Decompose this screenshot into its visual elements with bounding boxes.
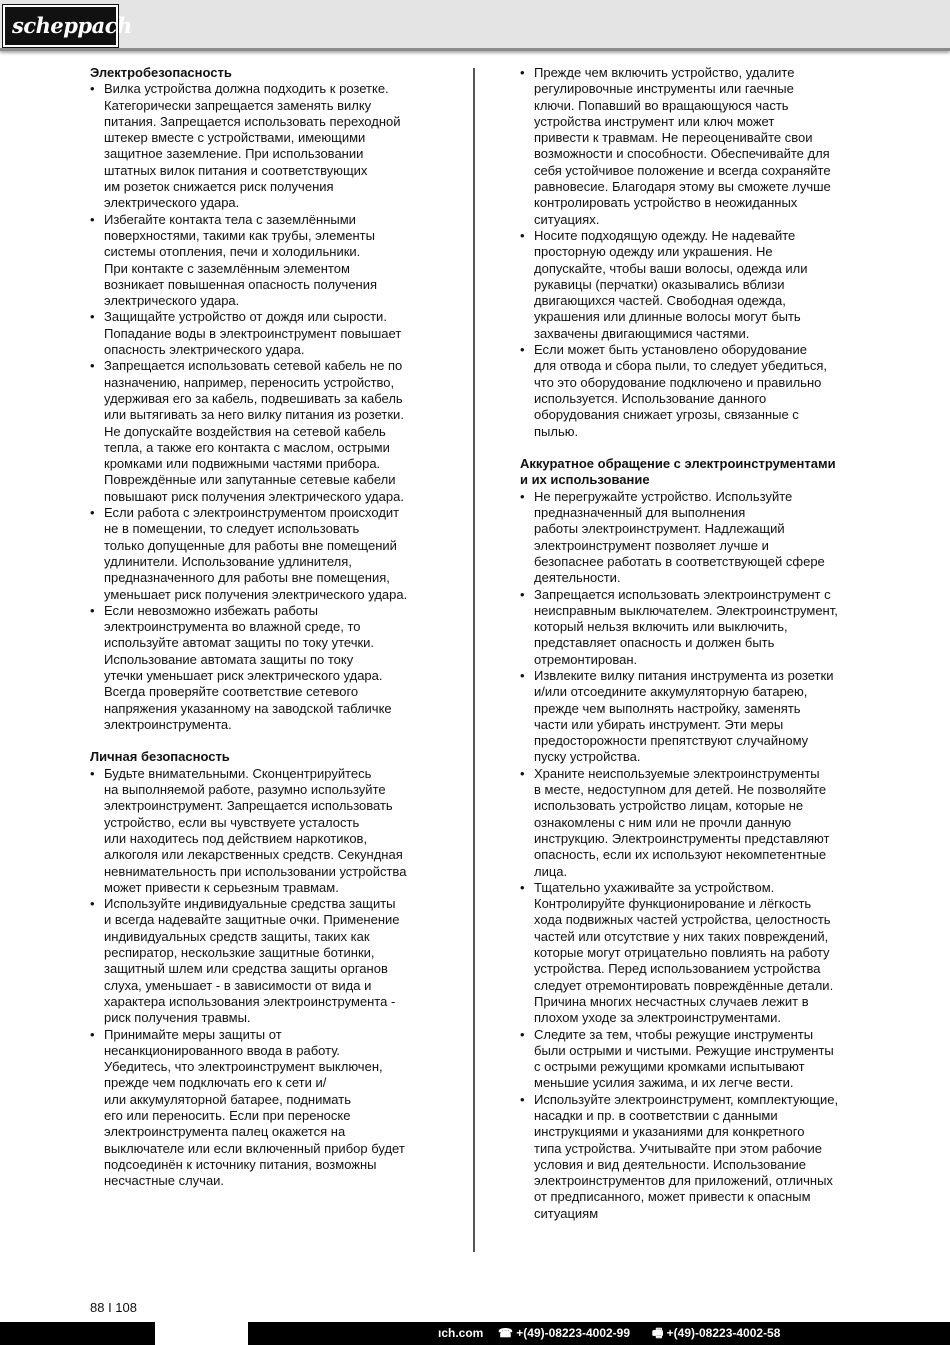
footer-phone: ☎ +(49)-08223-4002-99 xyxy=(498,1326,631,1340)
personal-safety-list xyxy=(90,766,435,1190)
page-header xyxy=(0,0,950,51)
list-item: • Защищайте устройство от дождя или сырости. Попадание воды в электроинструмент повышает опасность электрического удара. xyxy=(90,309,435,358)
brand-logo-text: scheppach xyxy=(12,13,132,38)
list-item: • Следите за тем, чтобы режущие инструменты были острыми и чистыми. Режущие инструменты с острыми режущими кромками испытывают меньшие усилия зажима, и их легче вести. xyxy=(520,1027,865,1092)
list-item: • Если работа с электроинструментом происходит не в помещении, то следует использовать только допущенные для работы вне помещений удлинители. Использование удлинителя, предназначенного для работы вне помещения, уменьшает риск получения электрического удара. xyxy=(90,505,435,603)
left-column xyxy=(90,65,435,1189)
list-item: • Тщательно ухаживайте за устройством. Контролируйте функционирование и лёгкость хода подвижных частей устройства, целостность частей или отсутствие у них таких повреждений, которые могут отрицательно повлиять на работу устройства. Перед использованием устройства следует отремонтировать повреждённые детали. Причина многих несчастных случаев лежит в плохом уходе за электроинструментами. xyxy=(520,880,865,1027)
footer-black-block xyxy=(0,1322,155,1345)
list-item: • Запрещается использовать сетевой кабель не по назначению, например, переносить устройство, удерживая его за кабель, подвешивать за кабель или вытягивать за него вилку питания из розетки. Не допускайте воздействия на сетевой кабель тепла, а также его контакта с маслом, острыми кромками или подвижными частями прибора. Повреждённые или запутанные сетевые кабели повышают риск получения электрического удара. xyxy=(90,358,435,505)
list-item: • Не перегружайте устройство. Используйте предназначенный для выполнения работы электроинструмент. Надлежащий электроинструмент позволяет лучше и безопаснее работать в соответствующей сфере деятельности. xyxy=(520,489,865,587)
tool-handling-list xyxy=(520,489,865,1222)
electrical-safety-list xyxy=(90,81,435,733)
personal-safety-title: Личная безопасность xyxy=(90,749,230,765)
list-item: • Используйте электроинструмент, комплектующие, насадки и пр. в соответствии с данными инструкциями и указаниями для конкретного типа устройства. Учитывайте при этом рабочие условия и вид деятельности. Использование электроинструментов для приложений, отличных от предписанного, может привести к опасным ситуациям xyxy=(520,1092,865,1222)
list-item: • Храните неиспользуемые электроинструменты в месте, недоступном для детей. Не позволяйте использовать устройство лицам, которые не ознакомлены с ним или не прочли данную инструкцию. Электроинструменты представляют опасность, если их используют некомпетентные лица. xyxy=(520,766,865,880)
brand-logo xyxy=(3,5,132,47)
page-footer xyxy=(248,1322,950,1345)
list-item: • Извлеките вилку питания инструмента из розетки и/или отсоедините аккумуляторную батарею, прежде чем выполнять настройку, заменять части или убирать инструмент. Эти меры предосторожности препятствуют случайному пуску устройства. xyxy=(520,668,865,766)
tool-handling-title: Аккуратное обращение с электроинструментами и их использование xyxy=(520,456,836,488)
personal-safety-list-continued xyxy=(520,65,865,440)
list-item: • Используйте индивидуальные средства защиты и всегда надевайте защитные очки. Применение индивидуальных средств защиты, таких как респиратор, нескользкие защитные ботинки, защитный шлем или средства защиты органов слуха, уменьшает - в зависимости от вида и характера использования электроинструмента - риск получения травмы. xyxy=(90,896,435,1026)
list-item: • Носите подходящую одежду. Не надевайте просторную одежду или украшения. Не допускайте, чтобы ваши волосы, одежда или рукавицы (перчатки) оказывались вблизи двигающихся частей. Свободная одежда, украшения или длинные волосы могут быть захвачены двигающимися частями. xyxy=(520,228,865,342)
column-divider xyxy=(473,68,475,1252)
list-item: • Избегайте контакта тела с заземлёнными поверхностями, такими как трубы, элементы системы отопления, печи и холодильники. При контакте с заземлённым элементом возникает повышенная опасность получения электрического удара. xyxy=(90,212,435,310)
list-item: • Принимайте меры защиты от несанкционированного ввода в работу. Убедитесь, что электроинструмент выключен, прежде чем подключать его к сети и/ или аккумуляторной батарее, поднимать его или переносить. Если при переноске электроинструмента палец окажется на выключателе или если включенный прибор будет подсоединён к источнику питания, возможны несчастные случаи. xyxy=(90,1027,435,1190)
list-item: • Если невозможно избежать работы электроинструмента во влажной среде, то используйте автомат защиты по току утечки. Использование автомата защиты по току утечки уменьшает риск электрического удара. Всегда проверяйте соответствие сетевого напряжения указанному на заводской табличке электроинструмента. xyxy=(90,603,435,733)
page-number: 88 I 108 xyxy=(90,1300,137,1315)
list-item: • Если может быть установлено оборудование для отвода и сбора пыли, то следует убедиться, что это оборудование подключено и правильно используется. Использование данного оборудования снижает угрозы, связанные с пылью. xyxy=(520,342,865,440)
list-item: • Прежде чем включить устройство, удалите регулировочные инструменты или гаечные ключи. Попавший во вращающуюся часть устройства инструмент или ключ может привести к травмам. Не переоценивайте свои возможности и способности. Обеспечивайте для себя устойчивое положение и всегда сохраняйте равновесие. Благодаря этому вы сможете лучше контролировать устройство в неожиданных ситуациях. xyxy=(520,65,865,228)
list-item: • Вилка устройства должна подходить к розетке. Категорически запрещается заменять вилку питания. Запрещается использовать переходной штекер вместе с устройствами, имеющими защитное заземление. При использовании штатных вилок питания и соответствующих им розеток снижается риск получения электрического удара. xyxy=(90,81,435,211)
footer-fax: 🖷 +(49)-08223-4002-58 xyxy=(652,1326,781,1340)
footer-website: ıch.com xyxy=(438,1326,484,1340)
footer-white-block xyxy=(155,1322,248,1345)
list-item: • Будьте внимательными. Сконцентрируйтесь на выполняемой работе, разумно используйте электроинструмент. Запрещается использовать устройство, если вы чувствуете усталость или находитесь под действием наркотиков, алкоголя или лекарственных средств. Секундная невнимательность при использовании устройства может привести к серьезным травмам. xyxy=(90,766,435,896)
electrical-safety-title: Электробезопасность xyxy=(90,65,232,80)
list-item: • Запрещается использовать электроинструмент с неисправным выключателем. Электроинструмент, который нельзя включить или выключить, представляет опасность и должен быть отремонтирован. xyxy=(520,587,865,668)
right-column xyxy=(520,65,865,1222)
